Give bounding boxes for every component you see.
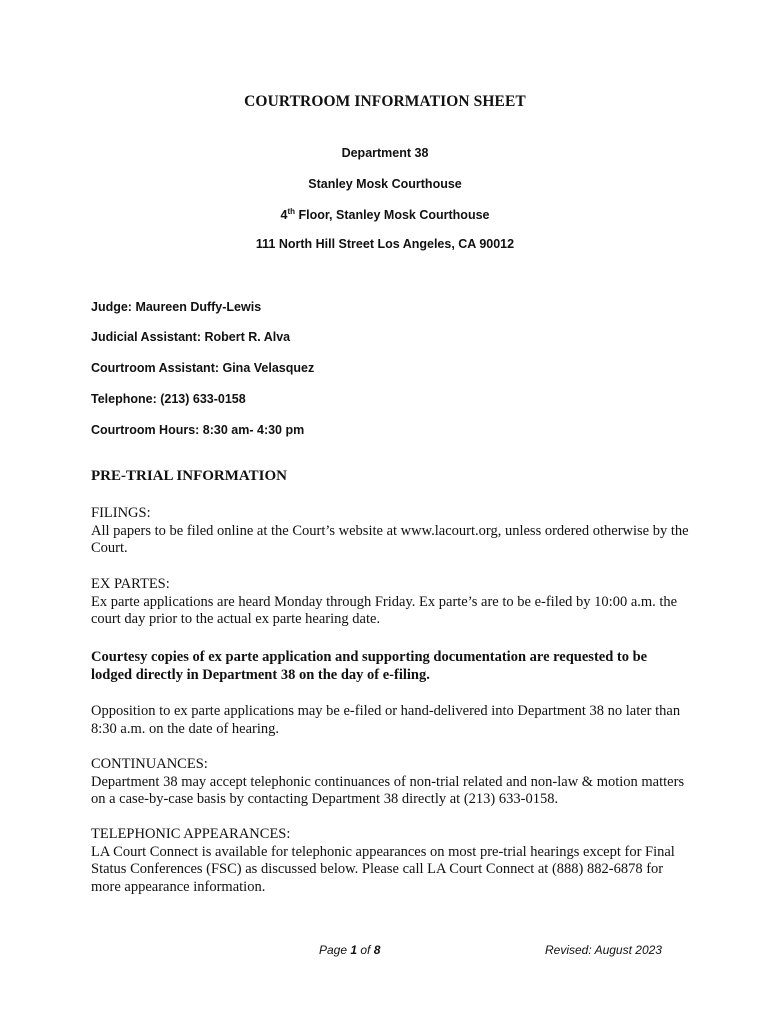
address-line: 111 North Hill Street Los Angeles, CA 90012 (255, 237, 515, 251)
page-total: 8 (373, 943, 381, 957)
telephonic-label: TELEPHONIC APPEARANCES: (91, 826, 291, 842)
judicial-assistant-line: Judicial Assistant: Robert R. Alva (91, 330, 291, 344)
courthouse-line: Stanley Mosk Courthouse (308, 177, 462, 191)
telephonic-text: LA Court Connect is available for telephonic appearances on most pre-trial hearings except for Final Status Conferences (FSC) as discussed below. Please call LA Court Connect at (888) 882-6878 for more appearance information. (91, 843, 675, 895)
page-word: Page (319, 943, 351, 957)
page-number (319, 943, 380, 957)
ex-partes-label: EX PARTES: (91, 576, 170, 592)
continuances-label: CONTINUANCES: (91, 756, 208, 772)
opposition-text: Opposition to ex parte applications may be e-filed or hand-delivered into Department 38 no later than 8:30 a.m. on the date of hearing. (91, 703, 681, 737)
courtesy-copies-notice: Courtesy copies of ex parte application and supporting documentation are requested to be lodged directly in Department 38 on the day of e-filing. (91, 649, 648, 683)
filings-label: FILINGS: (91, 505, 151, 521)
floor-line (0, 207, 770, 222)
filings-text: All papers to be filed online at the Court’s website at www.lacourt.org, unless ordered otherwise by the Court. (91, 522, 689, 556)
floor-number: 4 (280, 208, 288, 222)
page-of: of (357, 943, 374, 957)
continuances-section (91, 756, 691, 809)
floor-suffix: th (287, 207, 296, 216)
telephonic-section (91, 826, 691, 896)
department-line: Department 38 (341, 146, 429, 160)
page-current: 1 (350, 943, 358, 957)
ex-partes-text: Ex parte applications are heard Monday through Friday. Ex parte’s are to be e-filed by 10:00 a.m. the court day prior to the actual ex parte hearing date. (91, 593, 678, 627)
revised-date: Revised: August 2023 (545, 943, 662, 957)
judge-line: Judge: Maureen Duffy-Lewis (91, 300, 262, 314)
courtroom-assistant-line: Courtroom Assistant: Gina Velasquez (91, 361, 315, 375)
ex-partes-section (91, 576, 691, 629)
continuances-text: Department 38 may accept telephonic continuances of non-trial related and non-law & motion matters on a case-by-case basis by contacting Department 38 directly at (213) 633-0158. (91, 773, 685, 807)
floor-text: Floor, Stanley Mosk Courthouse (295, 208, 490, 222)
telephone-line: Telephone: (213) 633-0158 (91, 392, 246, 406)
filings-section (91, 505, 691, 558)
page-title: COURTROOM INFORMATION SHEET (244, 93, 526, 110)
pretrial-heading: PRE-TRIAL INFORMATION (91, 468, 287, 484)
hours-line: Courtroom Hours: 8:30 am- 4:30 pm (91, 423, 305, 437)
